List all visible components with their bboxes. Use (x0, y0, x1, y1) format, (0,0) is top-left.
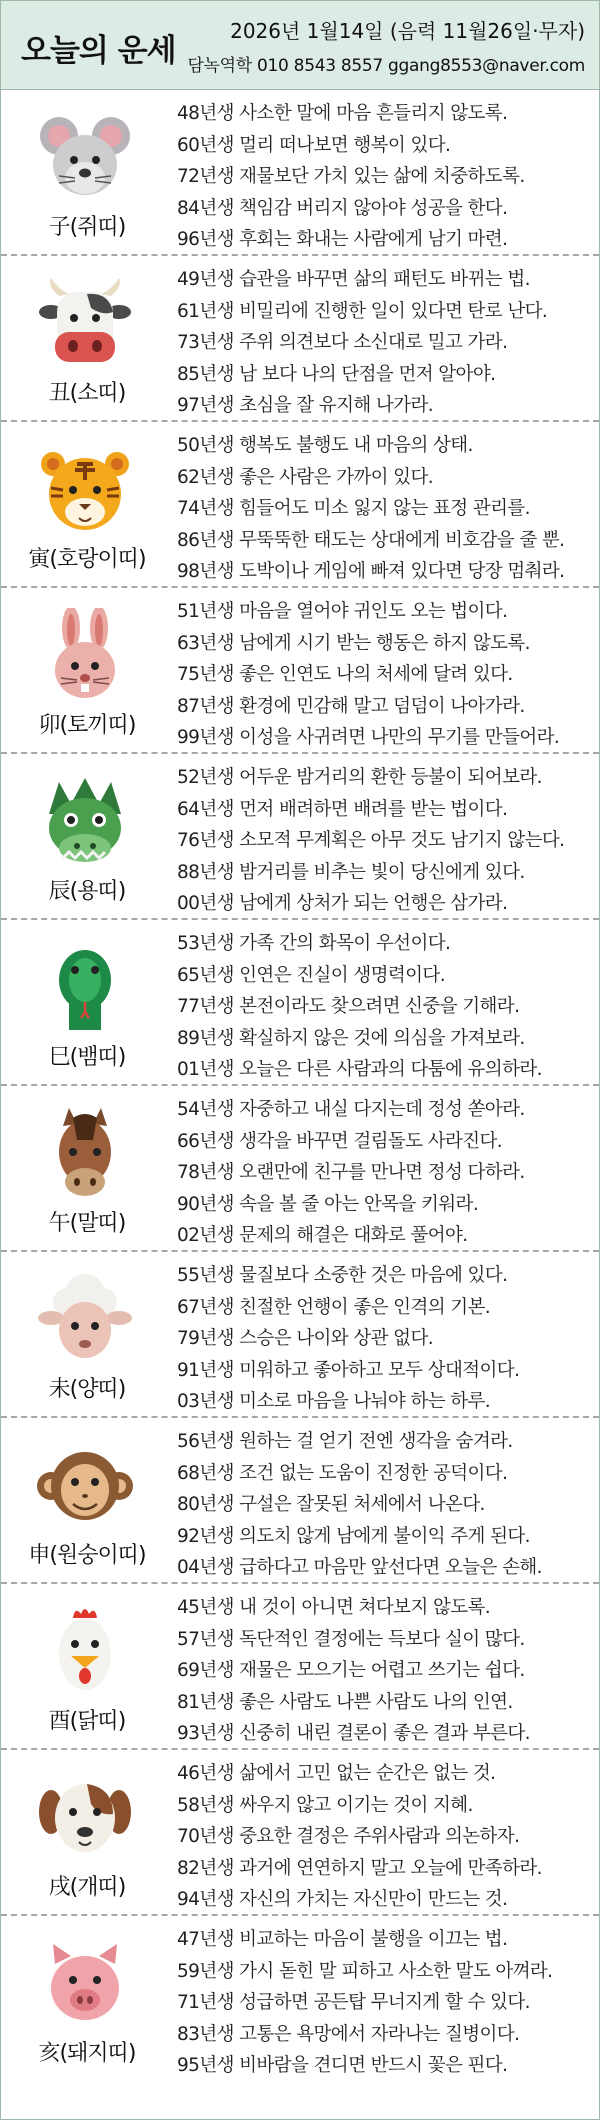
fortune-line: 50년생 행복도 불행도 내 마음의 상태. (177, 435, 473, 456)
fortune-line: 61년생 비밀리에 진행한 일이 있다면 탄로 난다. (177, 300, 548, 322)
zodiac-row (1, 1584, 599, 1750)
fortune-line: 57년생 독단적인 결정에는 득보다 실이 많다. (177, 1628, 525, 1650)
fortune-line: 54년생 자중하고 내실 다지는데 정성 쏟아라. (177, 1099, 525, 1120)
zodiac-label: 未(양띠) (48, 1377, 126, 1402)
fortune-line: 46년생 삶에서 고민 없는 순간은 없는 것. (177, 1763, 496, 1784)
fortune-line: 62년생 좋은 사람은 가까이 있다. (177, 466, 433, 488)
tiger-icon (29, 442, 141, 538)
dog-icon (29, 1770, 141, 1866)
fortune-line: 95년생 비바람을 견디면 반드시 꽃은 핀다. (177, 2055, 508, 2076)
fortune-line: 83년생 고통은 욕망에서 자라나는 질병이다. (177, 2023, 520, 2045)
zodiac-row (1, 1750, 599, 1916)
fortune-lines (177, 1924, 595, 2082)
rooster-icon (29, 1604, 141, 1700)
zodiac-row (1, 754, 599, 920)
fortune-line: 59년생 가시 돋힌 말 피하고 사소한 말도 아껴라. (177, 1960, 553, 1982)
fortune-line: 56년생 원하는 걸 얻기 전엔 생각을 숨겨라. (177, 1431, 513, 1452)
fortune-line: 04년생 급하다고 마음만 앞선다면 오늘은 손해. (177, 1557, 542, 1578)
fortune-line: 76년생 소모적 무계획은 아무 것도 남기지 않는다. (177, 830, 565, 851)
fortune-line: 74년생 힘들어도 미소 잃지 않는 표정 관리를. (177, 498, 530, 519)
zodiac-label: 巳(뱀띠) (48, 1045, 126, 1070)
fortune-lines (177, 928, 595, 1086)
fortune-line: 75년생 좋은 인연도 나의 처세에 달려 있다. (177, 664, 513, 685)
fortune-line: 45년생 내 것이 아니면 쳐다보지 않도록. (177, 1597, 491, 1618)
sheep-icon (29, 1272, 141, 1368)
ox-icon (29, 276, 141, 372)
fortune-line: 60년생 멀리 떠나보면 행복이 있다. (177, 134, 451, 156)
zodiac-label: 寅(호랑이띠) (28, 547, 146, 572)
zodiac-row (1, 1916, 599, 2082)
fortune-line: 55년생 물질보다 소중한 것은 마음에 있다. (177, 1265, 508, 1286)
fortune-line: 01년생 오늘은 다른 사람과의 다툼에 유의하라. (177, 1059, 542, 1080)
fortune-line: 02년생 문제의 해결은 대화로 풀어야. (177, 1225, 468, 1246)
fortune-lines (177, 430, 595, 588)
fortune-line: 82년생 과거에 연연하지 말고 오늘에 만족하라. (177, 1857, 542, 1879)
fortune-line: 78년생 오랜만에 친구를 만나면 정성 다하라. (177, 1162, 525, 1183)
fortune-lines (177, 1592, 595, 1750)
fortune-lines (177, 1758, 595, 1916)
zodiac-label: 酉(닭띠) (48, 1709, 126, 1734)
monkey-icon (29, 1438, 141, 1534)
fortune-line: 81년생 좋은 사람도 나쁜 사람도 나의 인연. (177, 1691, 513, 1713)
fortune-line: 68년생 조건 없는 도움이 진정한 공덕이다. (177, 1462, 508, 1484)
fortune-line: 03년생 미소로 마음을 나눠야 하는 하루. (177, 1391, 491, 1412)
fortune-lines (177, 1094, 595, 1252)
fortune-line: 98년생 도박이나 게임에 빠져 있다면 당장 멈춰라. (177, 561, 565, 582)
zodiac-row (1, 1252, 599, 1418)
fortune-line: 79년생 스승은 나이와 상관 없다. (177, 1328, 433, 1349)
pig-icon (29, 1936, 141, 2032)
zodiac-label: 申(원숭이띠) (28, 1543, 146, 1568)
rabbit-icon (29, 608, 141, 704)
fortune-lines (177, 1426, 595, 1584)
zodiac-label: 卯(토끼띠) (38, 713, 136, 738)
rat-icon (29, 110, 141, 206)
header (1, 1, 599, 90)
fortune-lines (177, 264, 595, 422)
fortune-line: 99년생 이성을 사귀려면 나만의 무기를 만들어라. (177, 727, 560, 748)
fortune-line: 87년생 환경에 민감해 말고 덤덤이 나아가라. (177, 695, 525, 717)
zodiac-label: 子(쥐띠) (48, 215, 126, 240)
fortune-line: 96년생 후회는 화내는 사람에게 남기 마련. (177, 229, 508, 250)
fortune-line: 91년생 미워하고 좋아하고 모두 상대적이다. (177, 1359, 520, 1381)
zodiac-row (1, 1418, 599, 1584)
fortune-line: 71년생 성급하면 공든탑 무너지게 할 수 있다. (177, 1992, 530, 2013)
fortune-line: 88년생 밤거리를 비추는 빛이 당신에게 있다. (177, 861, 525, 883)
horse-icon (29, 1106, 141, 1202)
fortune-line: 85년생 남 보다 나의 단점을 먼저 알아야. (177, 363, 496, 385)
zodiac-list (1, 90, 599, 2082)
fortune-line: 92년생 의도치 않게 남에게 불이익 주게 된다. (177, 1525, 530, 1547)
zodiac-row (1, 256, 599, 422)
fortune-line: 86년생 무뚝뚝한 태도는 상대에게 비호감을 줄 뿐. (177, 529, 565, 551)
fortune-line: 90년생 속을 볼 줄 아는 안목을 키워라. (177, 1193, 479, 1215)
fortune-line: 97년생 초심을 잘 유지해 나가라. (177, 395, 433, 416)
zodiac-label: 午(말띠) (48, 1211, 126, 1236)
zodiac-label: 辰(용띠) (48, 879, 126, 904)
zodiac-label: 亥(돼지띠) (38, 2041, 136, 2066)
fortune-line: 94년생 자신의 가치는 자신만이 만드는 것. (177, 1889, 508, 1910)
fortune-line: 65년생 인연은 진실이 생명력이다. (177, 964, 445, 986)
fortune-line: 69년생 재물은 모으기는 어렵고 쓰기는 쉽다. (177, 1660, 525, 1681)
fortune-line: 72년생 재물보단 가치 있는 삶에 치중하도록. (177, 166, 525, 187)
fortune-lines (177, 762, 595, 920)
fortune-line: 64년생 먼저 배려하면 배려를 받는 법이다. (177, 798, 508, 820)
fortune-lines (177, 98, 595, 256)
header-date: 2026년 1월14일 (음력 11월26일·무자) (230, 19, 585, 43)
zodiac-row (1, 588, 599, 754)
fortune-line: 47년생 비교하는 마음이 불행을 이끄는 법. (177, 1929, 508, 1950)
header-contact: 담녹역학 010 8543 8557 ggang8553@naver.com (187, 56, 585, 76)
zodiac-row (1, 90, 599, 256)
page-title: 오늘의 운세 (21, 33, 176, 69)
fortune-line: 49년생 습관을 바꾸면 삶의 패턴도 바뀌는 법. (177, 269, 530, 290)
fortune-line: 66년생 생각을 바꾸면 걸림돌도 사라진다. (177, 1130, 503, 1152)
fortune-line: 58년생 싸우지 않고 이기는 것이 지혜. (177, 1794, 473, 1816)
zodiac-row (1, 920, 599, 1086)
fortune-line: 77년생 본전이라도 찾으려면 신중을 기해라. (177, 996, 520, 1017)
fortune-lines (177, 1260, 595, 1418)
fortune-line: 70년생 중요한 결정은 주위사람과 의논하자. (177, 1826, 520, 1847)
fortune-line: 51년생 마음을 열어야 귀인도 오는 법이다. (177, 601, 508, 622)
fortune-line: 67년생 친절한 언행이 좋은 인격의 기본. (177, 1296, 491, 1318)
fortune-line: 89년생 확실하지 않은 것에 의심을 가져보라. (177, 1027, 525, 1049)
zodiac-label: 丑(소띠) (48, 381, 126, 406)
fortune-line: 53년생 가족 간의 화목이 우선이다. (177, 933, 451, 954)
snake-icon (29, 940, 141, 1036)
fortune-line: 84년생 책임감 버리지 않아야 성공을 한다. (177, 197, 508, 219)
fortune-line: 73년생 주위 의견보다 소신대로 밀고 가라. (177, 332, 508, 353)
fortune-lines (177, 596, 595, 754)
fortune-line: 80년생 구설은 잘못된 처세에서 나온다. (177, 1494, 485, 1515)
zodiac-label: 戌(개띠) (48, 1875, 126, 1900)
dragon-icon (29, 774, 141, 870)
fortune-line: 48년생 사소한 말에 마음 흔들리지 않도록. (177, 103, 508, 124)
fortune-line: 52년생 어두운 밤거리의 환한 등불이 되어보라. (177, 767, 542, 788)
fortune-line: 63년생 남에게 시기 받는 행동은 하지 않도록. (177, 632, 530, 654)
zodiac-row (1, 422, 599, 588)
fortune-line: 93년생 신중히 내린 결론이 좋은 결과 부른다. (177, 1723, 530, 1744)
zodiac-row (1, 1086, 599, 1252)
fortune-line: 00년생 남에게 상처가 되는 언행은 삼가라. (177, 893, 508, 914)
